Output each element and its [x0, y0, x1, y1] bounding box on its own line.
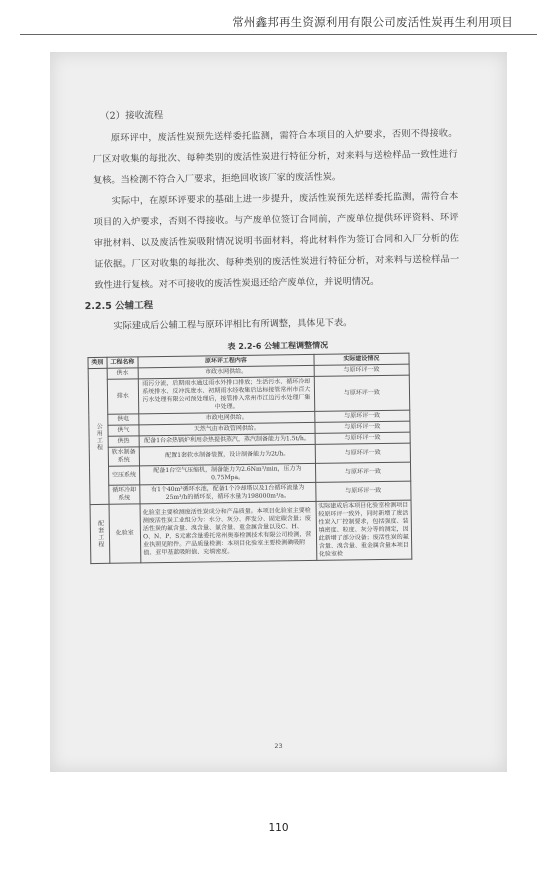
row-actual: 与原环评一致: [315, 443, 411, 463]
scanned-content: [84, 103, 463, 564]
category-cell: [90, 504, 109, 563]
row-actual: 实际建成后本项目化验室检测项目较原环评一致外，同时新增了废活性炭入厂控制要求，包括强度、装填密度、粒度、灰分等的测定，因此新增了部分设备；废活性炭的氟含量、溴含量、重金属含量本项目化验室检: [316, 500, 412, 560]
row-actual: 与原环评一致: [314, 364, 409, 376]
row-name: 供气: [108, 425, 140, 436]
row-name: 排水: [107, 379, 139, 414]
header-project-name: 工程名称: [107, 357, 139, 368]
row-eia: 雨污分流，后期雨水通过雨水外排口排放；生活污水、循环冷却系统排水、反冲洗废水、初期雨水经收集后达标接管常州市百大污水处理有限公司预处理后，接管排入常州市江边污水处理厂集中处理。: [138, 376, 314, 413]
row-name: 软水制备系统: [108, 447, 140, 466]
header-rule: [20, 34, 537, 35]
row-actual: 与原环评一致: [315, 481, 411, 501]
auxiliary-works-table: [87, 353, 412, 564]
header-eia-content: 原环评工程内容: [138, 354, 314, 367]
category-label: 配套工程: [96, 519, 104, 548]
row-eia: 配置1套软水制备装置，设计制备能力为2t/h。: [139, 444, 315, 465]
page-number: 110: [268, 822, 289, 834]
section-intro: 实际建成后公辅工程与原环评相比有所调整，具体见下表。: [113, 317, 353, 332]
row-name: 空压系统: [108, 466, 140, 485]
row-actual: 与原环评一致: [314, 375, 410, 411]
scanned-page: [50, 52, 507, 772]
paragraph-original-eia: 原环评中，废活性炭预先送样委托监测，需符合本项目的入炉要求，否则不得接收。厂区对收集的每批次、每种类别的废活性炭进行特征分析，对来料与送检样品一致性进行复核。当检测不符合入厂要求，拒绝回收该厂家的废活性炭。: [92, 127, 458, 186]
row-eia: 化验室主要检测废活性炭成分和产品质量。本项目化验室主要检测废活性炭工业组分为：水分、灰分、挥发分、固定碳含量；废活性炭的氟含量、溴含量、氯含量、重金属含量以及C、H、O、N、P、S元素含量委托常州奥泰检测技术有限公司检测，营业执照见附件。产品质量检测：本项目化验室主要检测碘吸附值、亚甲基蓝吸附值、充填密度。: [140, 501, 316, 562]
row-eia: 配备1台空气压缩机，制备能力为2.6Nm³/min，压力为0.75Mpa。: [140, 463, 316, 484]
row-eia: 市政水网供给。: [138, 365, 314, 378]
row-actual: 与原环评一致: [315, 462, 411, 482]
row-actual: 与原环评一致: [315, 421, 410, 433]
row-name: 循环冷却系统: [108, 485, 140, 504]
section-heading-auxiliary: 2.2.5 公辅工程: [84, 300, 154, 313]
row-name: 供电: [107, 414, 139, 425]
paragraph-actual: 实际中，在原环评要求的基础上进一步提升，废活性炭预先送样委托监测，需符合本项目的入炉要求，否则不得接收。与产废单位签订合同前，产废单位提供环评资料、环评审批材料、以及废活性炭吸附情况说明书面材料，将此材料作为签订合同和入厂分析的佐证依据。厂区对收集的每批次、每种类别的废活性炭进行特征分析，对来料与送检样品一致性进行复核。对不可接收的废活性炭退还给产废单位，并说明情况。: [93, 190, 460, 291]
table-row: [88, 375, 409, 414]
row-eia: 市政电网供给。: [139, 411, 315, 424]
row-eia: 天然气由市政管网供给。: [139, 422, 315, 435]
running-header: 常州鑫邦再生资源利用有限公司废活性炭再生利用项目: [232, 15, 513, 29]
row-actual: 与原环评一致: [314, 410, 409, 422]
row-name: 化验室: [109, 504, 141, 563]
sub-heading-receiving-process: （2）接收流程: [100, 110, 164, 122]
table-row: [90, 500, 412, 563]
header-category: 类别: [88, 357, 107, 368]
category-cell: [88, 368, 108, 504]
row-eia: 有1个40m³循环水池，配备1个冷却塔以及1台循环流量为25m³/h的循环泵，循环水量为198000m³/a。: [140, 482, 316, 503]
table-caption: 表 2.2-6 公辅工程调整情况: [227, 340, 329, 352]
row-name: 供水: [107, 368, 139, 379]
scanned-page-number: 23: [274, 742, 283, 750]
header-actual-construction: 实际建设情况: [314, 353, 409, 365]
category-label: 公用工程: [95, 422, 103, 451]
row-eia: 配备1台余热锅炉利用余热提供蒸汽，蒸汽制备能力为1.5t/h。: [139, 433, 315, 446]
row-name: 供热: [108, 436, 140, 447]
row-actual: 与原环评一致: [315, 432, 410, 444]
